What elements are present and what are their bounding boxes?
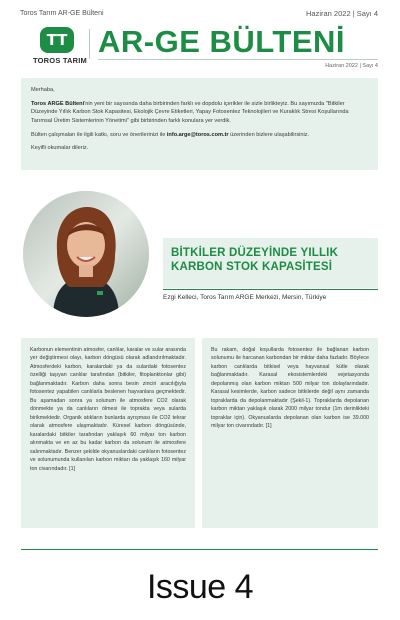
article-column-2: Bu rakam, doğal koşullarda fotosentez ile bağlanan karbon solunumu ile harcanan karbondan bir miktar daha fazladır. Böylece karbon canlılarda bitkisel veya hayvansal kütle olarak bağlanmaktadır. Karasal ekosistemlerdeki vejetasyonda depolanmış olan karbon miktarı 500 milyar ton dolaylarındadır. Karasal kesimlerde, karbon sadece bitkilerde değil aynı zamanda topraklarda da depolanmaktadır (Şekil-1). Topraklarda depolanan karbon miktarı yaklaşık olarak 2000 milyar tondur (1m derinlikteki topraklar için). Okyanuslarda depolanan olan karbon ise 39.000 milyar ton civarındadır. [1] — [202, 338, 378, 528]
author-photo-image — [23, 191, 149, 317]
top-bar — [20, 7, 378, 19]
title-divider — [89, 29, 90, 59]
intro-greeting: Merhaba, — [31, 87, 55, 93]
article-column-1: Karbonun elementinin atmosfer, canlılar, karalar ve sular arasında yer değiştirmesi olayı, karbon döngüsü olarak adlandırılmaktadır. Atmosferdeki karbon, karalardaki ya da sulardaki fotosentez özelliği taşıyan canlılar tarafından (bitkiler, fitoplanktonlar gibi) bağlanmaktadır. Karbon daha sonra besin zinciri aracılığıyla fotosentez yapabilen canlılarla beslenen hayvanlara geçmektedir. Bu aşamadan sonra ya solunum ile atmosfere CO2 olarak dönmekte ya da canlıların ölmesi ile toprakta veya sularda birikmektedir. Organik atıkların bunlarda ayrışması ile CO2 tekrar olarak atmosfere ulaşmaktadır. Küresel karbon döngüsünde, karalardaki bitkiler tarafından yaklaşık 60 milyar ton karbon alınmakta ve en az bu kadar karbon da solunum ile atmosfere salınmaktadır. Benzer şekilde okyanuslardaki canlıların fotosentez ve solunumunda kullanılan karbon miktarı da yaklaşık 160 milyar ton civarındadır. [1] — [21, 338, 195, 528]
page-title: AR-GE BÜLTENİ — [98, 24, 346, 59]
author-rule — [163, 289, 378, 290]
intro-bulletin-name: Toros ARGE Bülteni — [31, 100, 85, 107]
bottom-rule — [21, 549, 378, 550]
toros-logo — [33, 27, 88, 65]
article-author: Ezgi Kelleci, Toros Tarım ARGE Merkezi, Mersin, Türkiye — [163, 294, 327, 301]
intro-paragraph-2-pre: Bülten çalışmaları ile ilgili katkı, soru ve önerilerinizi ile — [31, 131, 167, 138]
date-issue: Haziran 2022 | Sayı 4 — [306, 8, 378, 18]
intro-closing: Keyifli okumalar dileriz. — [31, 145, 89, 152]
publication-name: Toros Tarım AR-GE Bülteni — [20, 9, 104, 17]
article-title-box — [163, 238, 378, 288]
intro-paragraph-2 — [31, 131, 368, 140]
contact-email: info.arge@toros.com.tr — [166, 131, 229, 138]
date-issue-small: Haziran 2022 | Sayı 4 — [325, 63, 378, 69]
intro-paragraph-1-text: 'nin yeni bir sayısında daha birbirinden farklı ve dopdolu içerikler ile sizle birlikteyiz. Bu sayımızda "Bitkiler Düzeyinde Yıllık Karbon Stok Kapasitesi, Ekolojik Çevre Etiketleri, Yapay Fotosentez Teknolojileri ve Kuraklık Stresi Koşullarında Tarımsal Üretim Sistemlerinin Yönetimi" gibi birbirinden farklı konulara yer verdik. — [31, 100, 349, 124]
article-title: BİTKİLER DÜZEYİNDE YILLIK KARBON STOK KAPASİTESİ — [171, 247, 339, 274]
title-rule — [98, 59, 378, 60]
intro-paragraph-1 — [31, 100, 368, 126]
logo-mark: TT — [46, 30, 68, 49]
intro-box — [21, 78, 378, 170]
intro-paragraph-2-post: üzerinden bizlere ulaşabilirsiniz. — [228, 131, 310, 138]
issue-label: Issue 4 — [146, 568, 254, 606]
logo-name: TOROS TARIM — [33, 56, 88, 65]
toros-logo-icon — [40, 27, 74, 53]
author-photo — [23, 191, 149, 317]
